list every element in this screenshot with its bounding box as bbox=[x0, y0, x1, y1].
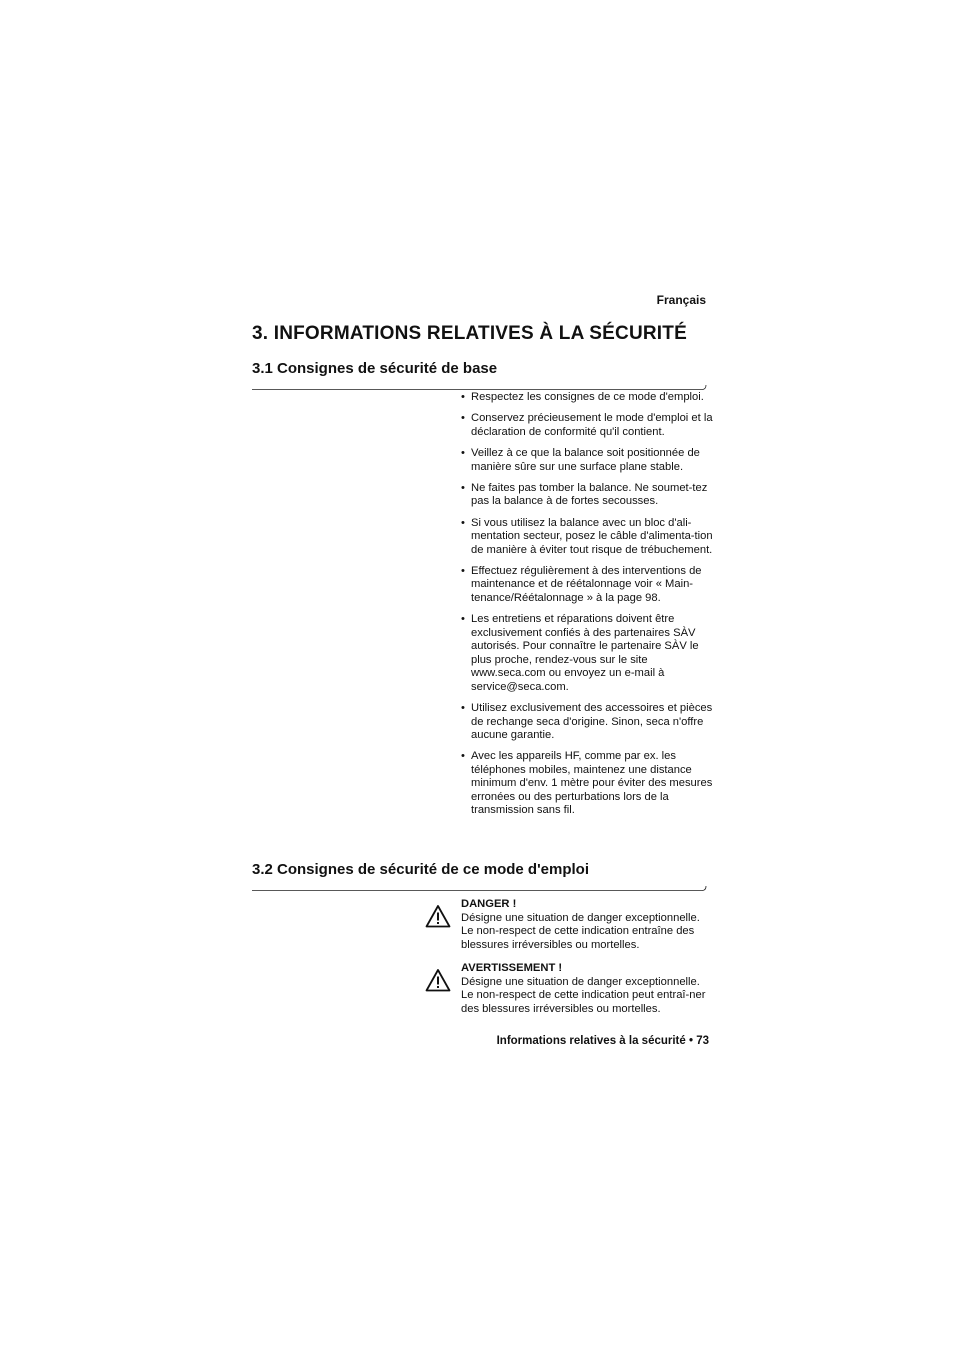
bullet-item: • Utilisez exclusivement des accessoires et pièces de rechange seca d'origine. Sinon, seca n'offre aucune garantie. bbox=[461, 702, 713, 743]
bullet-item: • Respectez les consignes de ce mode d'emploi. bbox=[461, 391, 713, 405]
warning-title: AVERTISSEMENT ! bbox=[461, 962, 563, 974]
bullet-item: • Avec les appareils HF, comme par ex. les téléphones mobiles, maintenez une distance minimum d'env. 1 mètre pour éviter des mesures erronées ou des perturbations lors de la transmission sans fil. bbox=[461, 750, 713, 818]
danger-title: DANGER ! bbox=[461, 898, 517, 910]
bullet-item: • Ne faites pas tomber la balance. Ne soumet-tez pas la balance à de fortes secousses. bbox=[461, 482, 713, 509]
chapter-title: 3. INFORMATIONS RELATIVES À LA SÉCURITÉ bbox=[252, 323, 687, 344]
warning-notice bbox=[425, 962, 715, 1016]
section-2-title: 3.2 Consignes de sécurité de ce mode d'emploi bbox=[252, 861, 590, 878]
warning-triangle-icon bbox=[425, 904, 451, 928]
bullet-item: • Les entretiens et réparations doivent être exclusivement confiés à des partenaires SÀV autorisés. Pour connaître le partenaire SÀV le plus proche, rendez-vous sur le site www.seca.com ou envoyez un e-mail à service@seca.com. bbox=[461, 613, 713, 694]
section-1-rule bbox=[252, 383, 707, 390]
language-label: Français bbox=[656, 293, 706, 307]
warning-triangle-icon bbox=[425, 968, 451, 992]
bullet-item: • Conservez précieusement le mode d'emploi et la déclaration de conformité qu'il contient. bbox=[461, 412, 713, 439]
bullet-item: • Si vous utilisez la balance avec un bloc d'ali-mentation secteur, posez le câble d'alimenta-tion de manière à éviter tout risque de trébuchement. bbox=[461, 517, 713, 558]
bullet-item: • Effectuez régulièrement à des interventions de maintenance et de réétalonnage voir « Main-tenance/Réétalonnage » à la page 98. bbox=[461, 565, 713, 606]
warning-text: Désigne une situation de danger exceptionnelle. Le non-respect de cette indication peut entraî-ner des blessures irréversibles ou mortelles. bbox=[461, 975, 706, 1015]
page-footer: Informations relatives à la sécurité • 73 bbox=[496, 1035, 709, 1047]
section-1-title: 3.1 Consignes de sécurité de base bbox=[252, 360, 498, 377]
safety-bullet-list bbox=[461, 391, 713, 826]
danger-notice bbox=[425, 898, 715, 952]
danger-text: Désigne une situation de danger exceptionnelle. Le non-respect de cette indication entraîne des blessures irréversibles ou mortelles. bbox=[461, 911, 700, 951]
section-2-rule bbox=[252, 884, 707, 891]
bullet-item: • Veillez à ce que la balance soit positionnée de manière sûre sur une surface plane stable. bbox=[461, 447, 713, 474]
